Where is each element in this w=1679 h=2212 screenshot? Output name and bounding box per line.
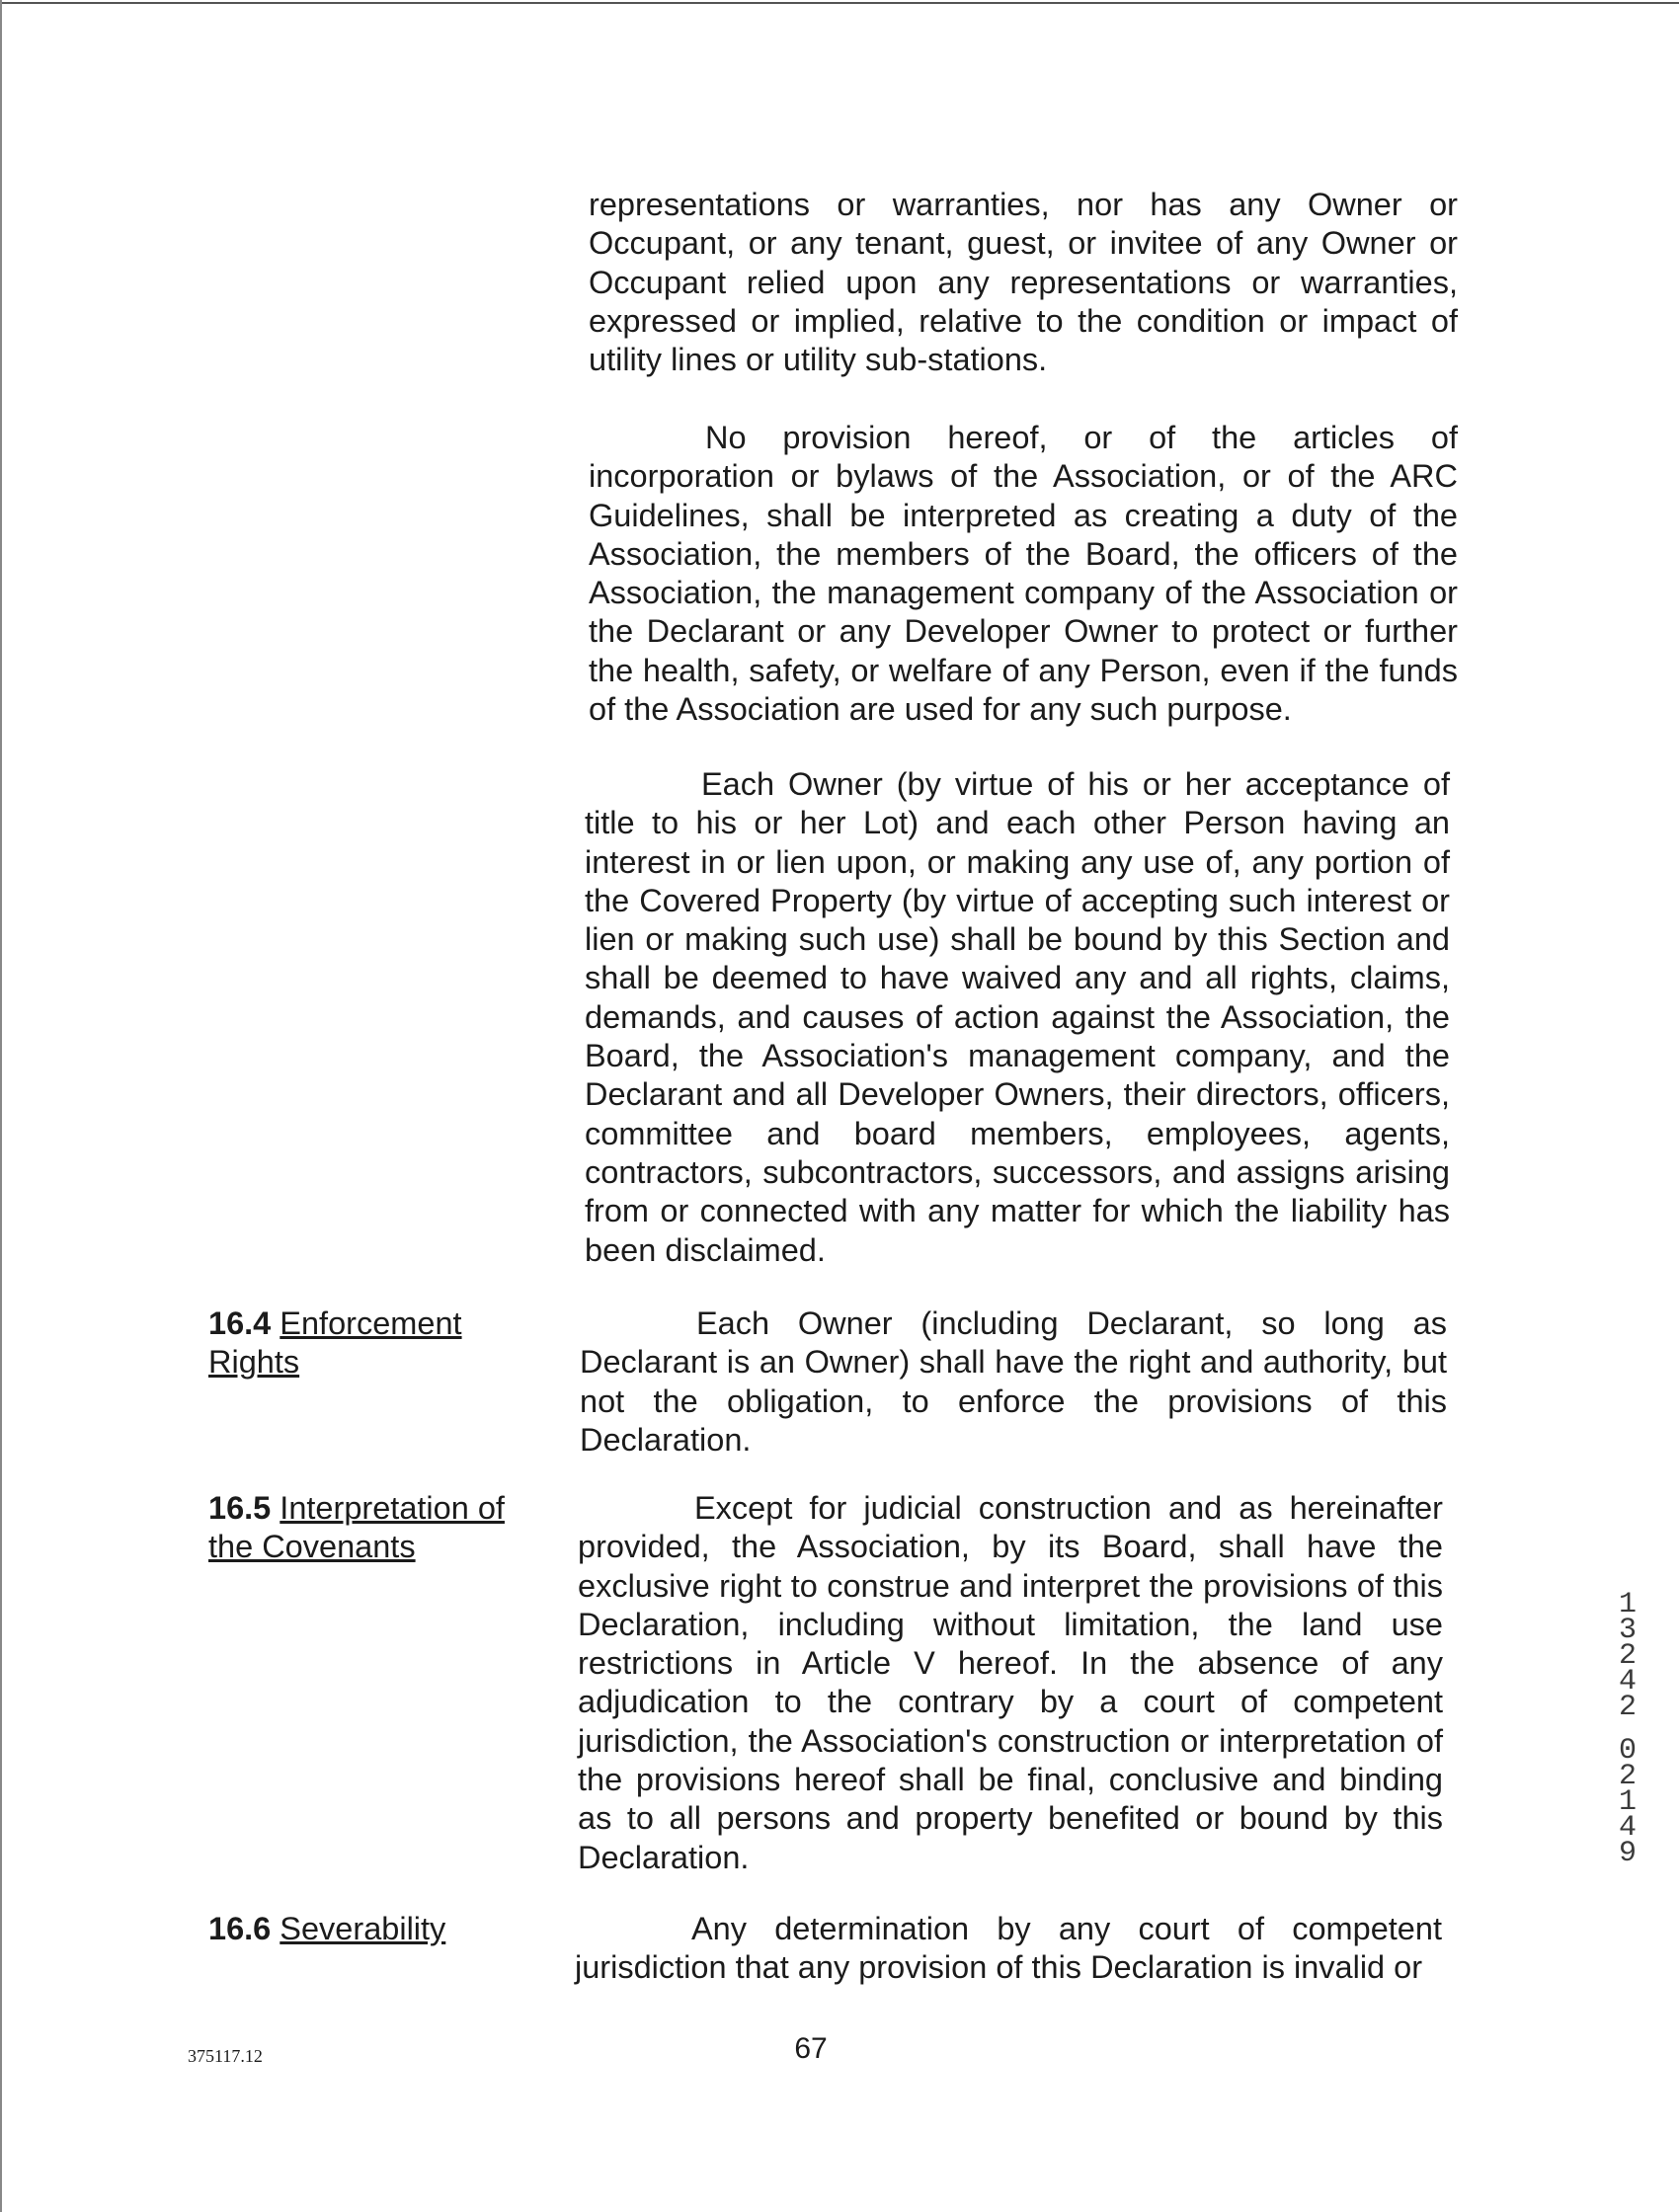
stamp-digit: 4: [1618, 1811, 1637, 1845]
section-16-4-text: Each Owner (including Declarant, so long as Declarant is an Owner) shall have the right and authority, but not the obligation, to enforce the provisions of this Declaration.: [580, 1305, 1447, 1458]
section-number: 16.4: [208, 1305, 272, 1341]
section-16-6-heading: [208, 1910, 534, 1948]
stamp-digit: 1: [1618, 1785, 1637, 1819]
section-number: 16.6: [208, 1911, 272, 1946]
section-16-4-heading: [208, 1304, 495, 1382]
stamp-digit: 2: [1618, 1639, 1637, 1673]
page-number-wrap: [0, 2032, 1679, 2066]
section-title: Enforcement Rights: [208, 1305, 462, 1381]
stamp-digit: 2: [1618, 1691, 1637, 1724]
recording-stamp: [1608, 1588, 1647, 1870]
stamp-digit: 3: [1618, 1614, 1637, 1647]
document-number: 375117.12: [188, 2046, 263, 2066]
section-16-5-heading: [208, 1489, 534, 1567]
stamp-digit: 2: [1618, 1760, 1637, 1793]
section-16-6-text: Any determination by any court of competent jurisdiction that any provision of this Declaration is invalid or: [575, 1911, 1442, 1986]
body-paragraph-2: No provision hereof, or of the articles of incorporation or bylaws of the Association, or of the ARC Guidelines, shall be interpreted as creating a duty of the Association, the members of the Board, the officers of the Association, the management company of the Association or the Declarant or any Developer Owner to protect or further the health, safety, or welfare of any Person, even if the funds of the Association are used for any such purpose.: [589, 420, 1458, 728]
stamp-digit: 1: [1618, 1588, 1637, 1621]
page-number: 67: [794, 2032, 828, 2065]
section-title: Interpretation of the Covenants: [208, 1490, 505, 1565]
stamp-digit: 4: [1618, 1665, 1637, 1698]
scan-left-edge: [0, 0, 2, 2212]
body-paragraph-3: Each Owner (by virtue of his or her acceptance of title to his or her Lot) and each other Person having an interest in or lien upon, or making any use of, any portion of the Covered Property (by virtue of accepting such interest or lien or making such use) shall be bound by this Section and shall be deemed to have waived any and all rights, claims, demands, and causes of action against the Association, the Board, the Association's management company, and the Declarant and all Developer Owners, their directors, officers, committee and board members, employees, agents, contractors, subcontractors, successors, and assigns arising from or connected with any matter for which the liability has been disclaimed.: [585, 766, 1450, 1268]
section-16-5-text: Except for judicial construction and as hereinafter provided, the Association, by its Board, shall have the exclusive right to construe and interpret the provisions of this Declaration, including without limitation, the land use restrictions in Article V hereof. In the absence of any adjudication to the contrary by a court of competent jurisdiction, the Association's construction or interpretation of the provisions hereof shall be final, conclusive and binding as to all persons and property benefited or bound by this Declaration.: [578, 1490, 1443, 1875]
section-title: Severability: [280, 1911, 446, 1946]
stamp-digit: 0: [1618, 1734, 1637, 1768]
stamp-digit: 9: [1618, 1837, 1637, 1870]
scan-top-edge: [0, 2, 1679, 4]
section-number: 16.5: [208, 1490, 272, 1526]
body-paragraph-1: representations or warranties, nor has any Owner or Occupant, or any tenant, guest, or invitee of any Owner or Occupant relied upon any representations or warranties, expressed or implied, relative to the condition or impact of utility lines or utility sub-stations.: [589, 187, 1458, 378]
